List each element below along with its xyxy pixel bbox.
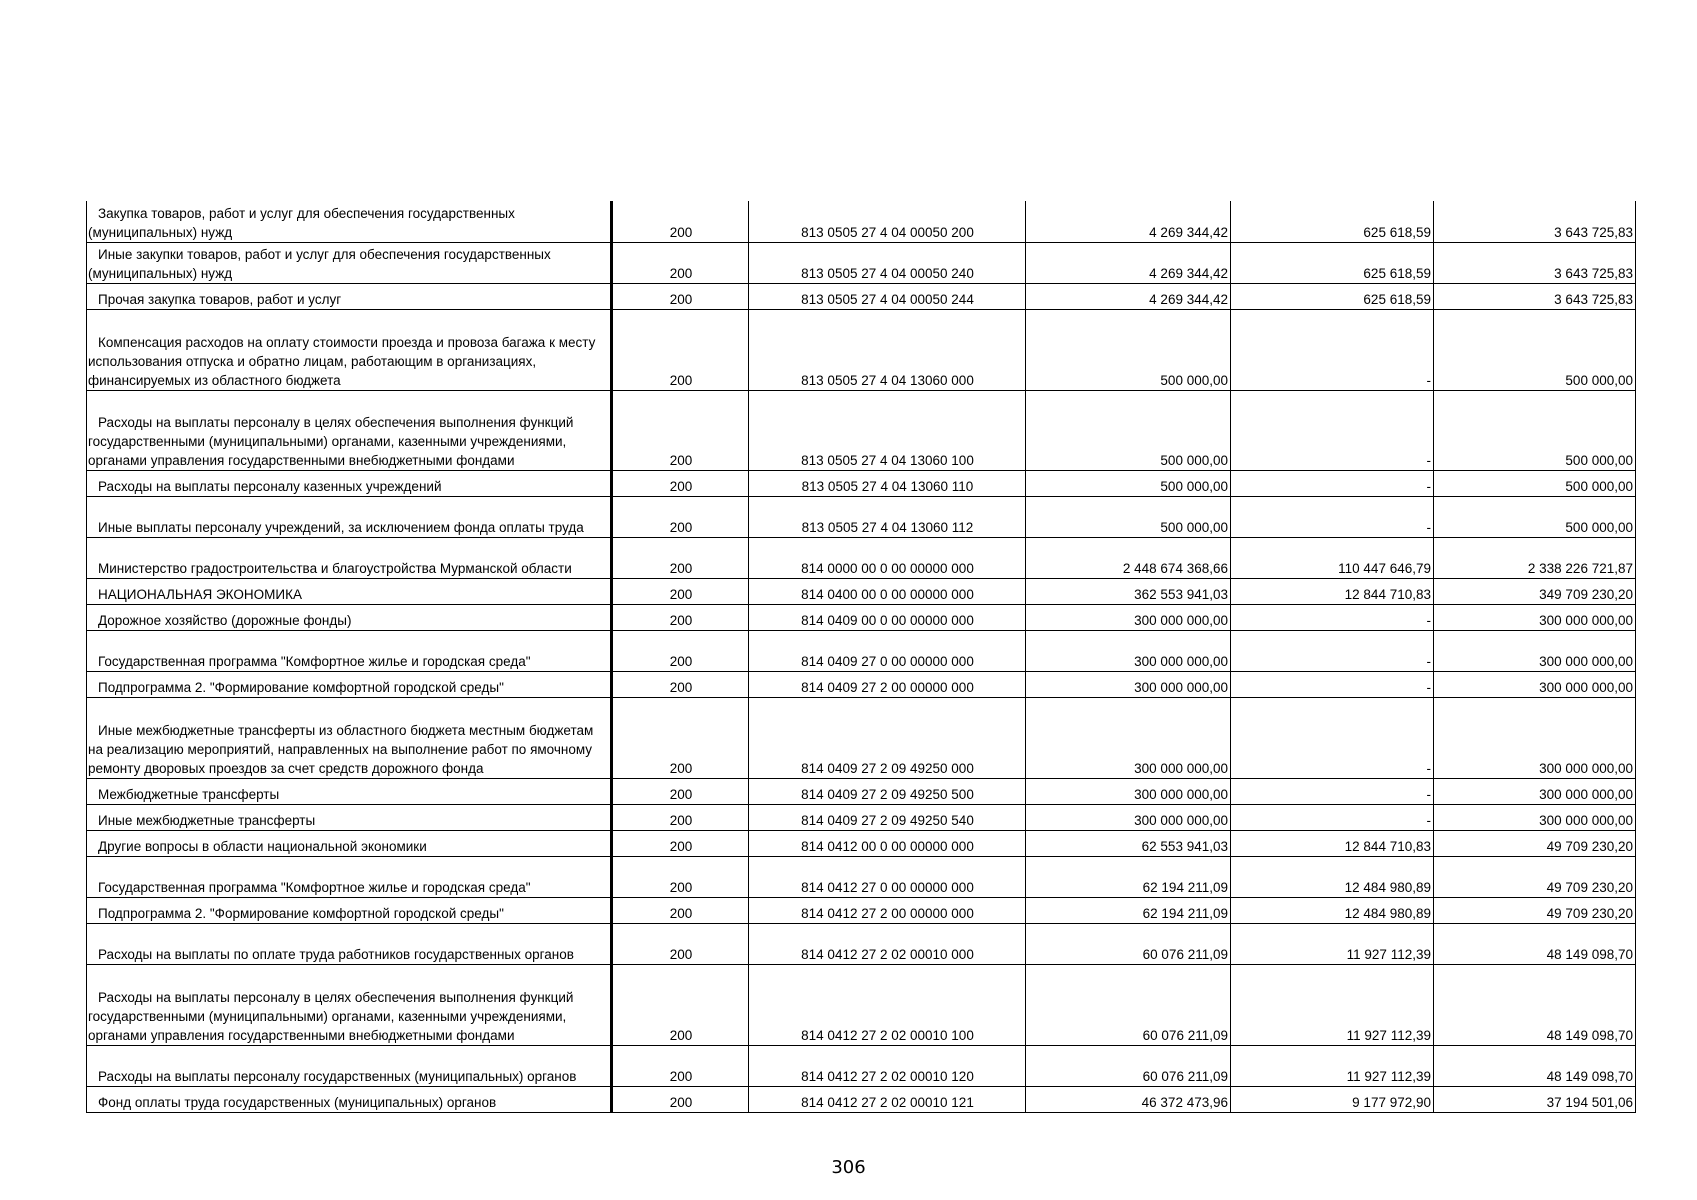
line-code-cell: 200: [612, 671, 749, 697]
table-row: [87, 1045, 1636, 1086]
unexecuted-amount-cell: 2 338 226 721,87: [1434, 537, 1636, 578]
classification-code-cell: 814 0000 00 0 00 00000 000: [749, 537, 1026, 578]
executed-amount-cell: 11 927 112,39: [1231, 923, 1434, 964]
unexecuted-amount-cell: 500 000,00: [1434, 470, 1636, 496]
line-code-cell: 200: [612, 856, 749, 897]
table-row: [87, 697, 1636, 778]
unexecuted-amount-cell: 3 643 725,83: [1434, 201, 1636, 242]
approved-amount-cell: 300 000 000,00: [1026, 697, 1231, 778]
approved-amount-cell: 60 076 211,09: [1026, 1045, 1231, 1086]
table-row: [87, 537, 1636, 578]
expense-name-cell: Прочая закупка товаров, работ и услуг: [87, 283, 612, 309]
classification-code-cell: 813 0505 27 4 04 13060 112: [749, 496, 1026, 537]
executed-amount-cell: -: [1231, 390, 1434, 470]
approved-amount-cell: 500 000,00: [1026, 470, 1231, 496]
expense-name-cell: Дорожное хозяйство (дорожные фонды): [87, 604, 612, 630]
executed-amount-cell: 12 844 710,83: [1231, 830, 1434, 856]
line-code-cell: 200: [612, 201, 749, 242]
classification-code-cell: 814 0409 27 2 00 00000 000: [749, 671, 1026, 697]
expense-name-cell: Министерство градостроительства и благоустройства Мурманской области: [87, 537, 612, 578]
line-code-cell: 200: [612, 630, 749, 671]
approved-amount-cell: 46 372 473,96: [1026, 1086, 1231, 1112]
classification-code-cell: 814 0400 00 0 00 00000 000: [749, 578, 1026, 604]
line-code-cell: 200: [612, 830, 749, 856]
approved-amount-cell: 500 000,00: [1026, 390, 1231, 470]
executed-amount-cell: 9 177 972,90: [1231, 1086, 1434, 1112]
table-row: [87, 201, 1636, 242]
page-number: 306: [831, 1157, 866, 1178]
approved-amount-cell: 362 553 941,03: [1026, 578, 1231, 604]
classification-code-cell: 814 0409 27 0 00 00000 000: [749, 630, 1026, 671]
expense-name-cell: Иные выплаты персоналу учреждений, за исключением фонда оплаты труда: [87, 496, 612, 537]
line-code-cell: 200: [612, 697, 749, 778]
executed-amount-cell: -: [1231, 804, 1434, 830]
table-row: [87, 856, 1636, 897]
unexecuted-amount-cell: 49 709 230,20: [1434, 856, 1636, 897]
table-row: [87, 804, 1636, 830]
executed-amount-cell: 11 927 112,39: [1231, 964, 1434, 1045]
unexecuted-amount-cell: 300 000 000,00: [1434, 697, 1636, 778]
unexecuted-amount-cell: 3 643 725,83: [1434, 242, 1636, 283]
classification-code-cell: 814 0412 27 2 02 00010 120: [749, 1045, 1026, 1086]
table-row: [87, 309, 1636, 390]
line-code-cell: 200: [612, 578, 749, 604]
table-row: [87, 778, 1636, 804]
unexecuted-amount-cell: 49 709 230,20: [1434, 897, 1636, 923]
executed-amount-cell: 11 927 112,39: [1231, 1045, 1434, 1086]
table-row: [87, 630, 1636, 671]
table-body: [87, 201, 1636, 1112]
unexecuted-amount-cell: 300 000 000,00: [1434, 671, 1636, 697]
approved-amount-cell: 62 553 941,03: [1026, 830, 1231, 856]
unexecuted-amount-cell: 300 000 000,00: [1434, 604, 1636, 630]
table-row: [87, 242, 1636, 283]
classification-code-cell: 813 0505 27 4 04 13060 000: [749, 309, 1026, 390]
table-row: [87, 470, 1636, 496]
classification-code-cell: 813 0505 27 4 04 00050 244: [749, 283, 1026, 309]
table-row: [87, 578, 1636, 604]
executed-amount-cell: 625 618,59: [1231, 242, 1434, 283]
expense-name-cell: Расходы на выплаты персоналу в целях обеспечения выполнения функций государственными (муниципальными) органами, казенными учреждениями, органами управления государственными внебюджетными фондами: [87, 964, 612, 1045]
table-row: [87, 897, 1636, 923]
unexecuted-amount-cell: 500 000,00: [1434, 390, 1636, 470]
approved-amount-cell: 500 000,00: [1026, 309, 1231, 390]
executed-amount-cell: 12 484 980,89: [1231, 856, 1434, 897]
line-code-cell: 200: [612, 390, 749, 470]
executed-amount-cell: 12 844 710,83: [1231, 578, 1434, 604]
executed-amount-cell: -: [1231, 470, 1434, 496]
approved-amount-cell: 62 194 211,09: [1026, 856, 1231, 897]
approved-amount-cell: 2 448 674 368,66: [1026, 537, 1231, 578]
line-code-cell: 200: [612, 1045, 749, 1086]
approved-amount-cell: 300 000 000,00: [1026, 604, 1231, 630]
expense-name-cell: Иные закупки товаров, работ и услуг для обеспечения государственных (муниципальных) нужд: [87, 242, 612, 283]
classification-code-cell: 814 0412 27 2 02 00010 100: [749, 964, 1026, 1045]
table-row: [87, 496, 1636, 537]
expense-name-cell: Расходы на выплаты персоналу казенных учреждений: [87, 470, 612, 496]
line-code-cell: 200: [612, 242, 749, 283]
expense-name-cell: Другие вопросы в области национальной экономики: [87, 830, 612, 856]
expense-name-cell: Расходы на выплаты персоналу в целях обеспечения выполнения функций государственными (муниципальными) органами, казенными учреждениями, органами управления государственными внебюджетными фондами: [87, 390, 612, 470]
line-code-cell: 200: [612, 537, 749, 578]
line-code-cell: 200: [612, 1086, 749, 1112]
classification-code-cell: 814 0412 27 2 00 00000 000: [749, 897, 1026, 923]
table-row: [87, 390, 1636, 470]
executed-amount-cell: -: [1231, 630, 1434, 671]
approved-amount-cell: 4 269 344,42: [1026, 283, 1231, 309]
table-row: [87, 671, 1636, 697]
expense-name-cell: НАЦИОНАЛЬНАЯ ЭКОНОМИКА: [87, 578, 612, 604]
expense-name-cell: Расходы на выплаты по оплате труда работников государственных органов: [87, 923, 612, 964]
unexecuted-amount-cell: 349 709 230,20: [1434, 578, 1636, 604]
approved-amount-cell: 300 000 000,00: [1026, 630, 1231, 671]
approved-amount-cell: 60 076 211,09: [1026, 923, 1231, 964]
expense-name-cell: Закупка товаров, работ и услуг для обеспечения государственных (муниципальных) нужд: [87, 201, 612, 242]
unexecuted-amount-cell: 300 000 000,00: [1434, 778, 1636, 804]
approved-amount-cell: 4 269 344,42: [1026, 242, 1231, 283]
approved-amount-cell: 300 000 000,00: [1026, 778, 1231, 804]
classification-code-cell: 813 0505 27 4 04 13060 100: [749, 390, 1026, 470]
unexecuted-amount-cell: 500 000,00: [1434, 309, 1636, 390]
unexecuted-amount-cell: 500 000,00: [1434, 496, 1636, 537]
line-code-cell: 200: [612, 804, 749, 830]
expense-name-cell: Государственная программа "Комфортное жилье и городская среда": [87, 630, 612, 671]
executed-amount-cell: -: [1231, 697, 1434, 778]
classification-code-cell: 813 0505 27 4 04 00050 240: [749, 242, 1026, 283]
executed-amount-cell: 12 484 980,89: [1231, 897, 1434, 923]
classification-code-cell: 814 0412 27 2 02 00010 000: [749, 923, 1026, 964]
budget-execution-table: [86, 201, 1636, 1113]
unexecuted-amount-cell: 300 000 000,00: [1434, 804, 1636, 830]
expense-name-cell: Расходы на выплаты персоналу государственных (муниципальных) органов: [87, 1045, 612, 1086]
line-code-cell: 200: [612, 604, 749, 630]
executed-amount-cell: 110 447 646,79: [1231, 537, 1434, 578]
executed-amount-cell: -: [1231, 671, 1434, 697]
classification-code-cell: 814 0409 27 2 09 49250 540: [749, 804, 1026, 830]
table-row: [87, 283, 1636, 309]
classification-code-cell: 814 0412 27 0 00 00000 000: [749, 856, 1026, 897]
expense-name-cell: Иные межбюджетные трансферты: [87, 804, 612, 830]
expense-name-cell: Подпрограмма 2. "Формирование комфортной городской среды": [87, 671, 612, 697]
approved-amount-cell: 60 076 211,09: [1026, 964, 1231, 1045]
unexecuted-amount-cell: 49 709 230,20: [1434, 830, 1636, 856]
approved-amount-cell: 500 000,00: [1026, 496, 1231, 537]
approved-amount-cell: 300 000 000,00: [1026, 671, 1231, 697]
approved-amount-cell: 300 000 000,00: [1026, 804, 1231, 830]
table-row: [87, 1086, 1636, 1112]
classification-code-cell: 813 0505 27 4 04 13060 110: [749, 470, 1026, 496]
line-code-cell: 200: [612, 897, 749, 923]
expense-name-cell: Государственная программа "Комфортное жилье и городская среда": [87, 856, 612, 897]
line-code-cell: 200: [612, 496, 749, 537]
expense-name-cell: Компенсация расходов на оплату стоимости проезда и провоза багажа к месту использования отпуска и обратно лицам, работающим в организациях, финансируемых из областного бюджета: [87, 309, 612, 390]
unexecuted-amount-cell: 3 643 725,83: [1434, 283, 1636, 309]
executed-amount-cell: -: [1231, 604, 1434, 630]
unexecuted-amount-cell: 48 149 098,70: [1434, 923, 1636, 964]
expense-name-cell: Фонд оплаты труда государственных (муниципальных) органов: [87, 1086, 612, 1112]
unexecuted-amount-cell: 48 149 098,70: [1434, 964, 1636, 1045]
unexecuted-amount-cell: 48 149 098,70: [1434, 1045, 1636, 1086]
approved-amount-cell: 62 194 211,09: [1026, 897, 1231, 923]
line-code-cell: 200: [612, 964, 749, 1045]
classification-code-cell: 814 0412 00 0 00 00000 000: [749, 830, 1026, 856]
line-code-cell: 200: [612, 778, 749, 804]
line-code-cell: 200: [612, 923, 749, 964]
table-row: [87, 964, 1636, 1045]
table-row: [87, 830, 1636, 856]
line-code-cell: 200: [612, 470, 749, 496]
expense-name-cell: Подпрограмма 2. "Формирование комфортной городской среды": [87, 897, 612, 923]
table-row: [87, 604, 1636, 630]
unexecuted-amount-cell: 37 194 501,06: [1434, 1086, 1636, 1112]
classification-code-cell: 814 0412 27 2 02 00010 121: [749, 1086, 1026, 1112]
approved-amount-cell: 4 269 344,42: [1026, 201, 1231, 242]
expense-name-cell: Межбюджетные трансферты: [87, 778, 612, 804]
line-code-cell: 200: [612, 309, 749, 390]
executed-amount-cell: 625 618,59: [1231, 201, 1434, 242]
executed-amount-cell: -: [1231, 496, 1434, 537]
executed-amount-cell: -: [1231, 778, 1434, 804]
classification-code-cell: 813 0505 27 4 04 00050 200: [749, 201, 1026, 242]
line-code-cell: 200: [612, 283, 749, 309]
classification-code-cell: 814 0409 27 2 09 49250 500: [749, 778, 1026, 804]
expense-name-cell: Иные межбюджетные трансферты из областного бюджета местным бюджетам на реализацию мероприятий, направленных на выполнение работ по ямочному ремонту дворовых проездов за счет средств дорожного фонда: [87, 697, 612, 778]
unexecuted-amount-cell: 300 000 000,00: [1434, 630, 1636, 671]
executed-amount-cell: 625 618,59: [1231, 283, 1434, 309]
executed-amount-cell: -: [1231, 309, 1434, 390]
table-row: [87, 923, 1636, 964]
classification-code-cell: 814 0409 27 2 09 49250 000: [749, 697, 1026, 778]
classification-code-cell: 814 0409 00 0 00 00000 000: [749, 604, 1026, 630]
